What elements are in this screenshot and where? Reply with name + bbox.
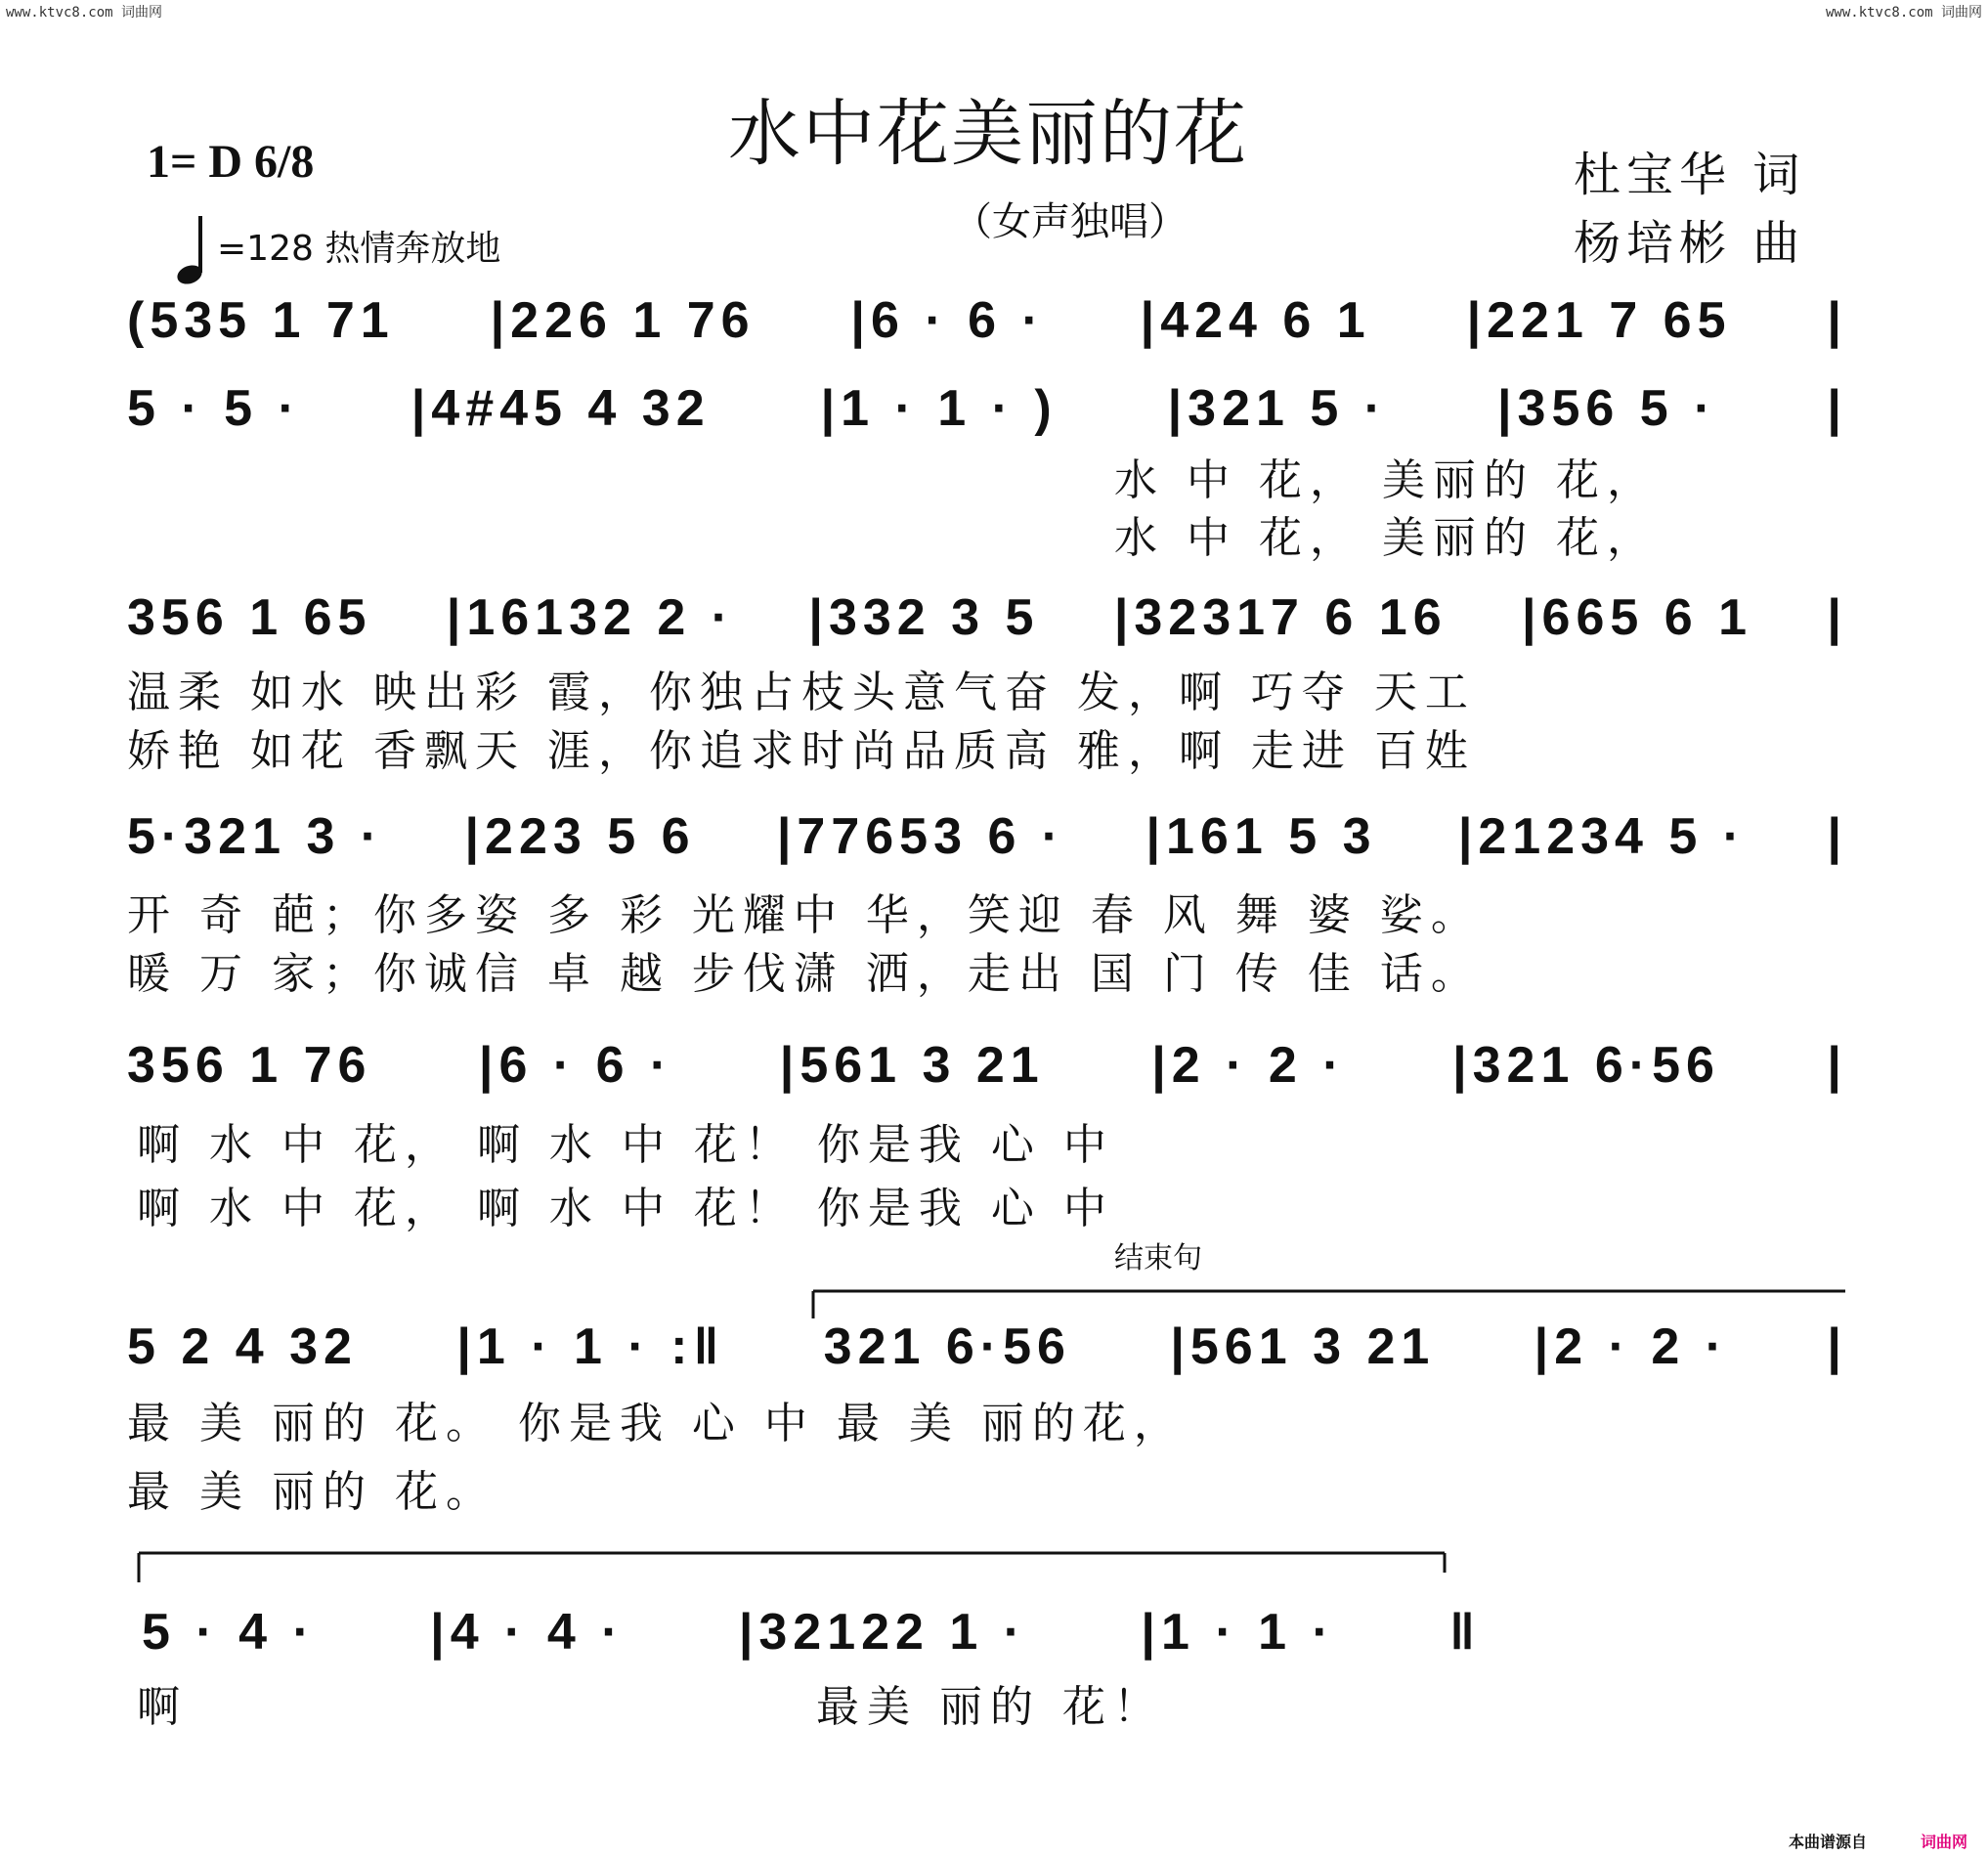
barline: | <box>1827 589 1847 646</box>
measure: (535 1 71 <box>127 292 395 349</box>
measure: |161 5 3 <box>1145 808 1377 865</box>
footer-brand: 词曲网 <box>1921 1833 1968 1851</box>
lyrics-line-4-verse-1: 开 奇 葩；你多姿 多 彩 光耀中 华，笑迎 春 风 舞 婆 娑。 <box>127 890 1482 940</box>
lyrics-line-7-a: 啊 <box>137 1682 188 1732</box>
score-line-1 <box>127 291 1847 350</box>
score-line-6 <box>127 1317 1847 1376</box>
barline: | <box>1827 808 1847 865</box>
measure: |16132 2 · <box>446 589 735 646</box>
measure: |32122 1 · <box>738 1604 1027 1661</box>
lyrics-line-5-verse-2: 啊 水 中 花， 啊 水 中 花！ 你是我 心 中 <box>137 1184 1114 1233</box>
measure: 5 · 5 · <box>127 380 301 437</box>
measure: |1 · 1 · :‖ <box>456 1318 725 1375</box>
score-line-3 <box>127 588 1847 647</box>
tempo-marking: =128 热情奔放地 <box>217 229 501 269</box>
barline: | <box>1827 1037 1847 1094</box>
measure: |4#45 4 32 <box>411 380 711 437</box>
lyrics-line-6-verse-1: 最 美 丽的 花。 你是我 心 中 最 美 丽的花， <box>127 1399 1185 1448</box>
measure: |665 6 1 <box>1522 589 1753 646</box>
measure: |223 5 6 <box>464 808 696 865</box>
measure: 5·321 3 · <box>127 808 384 865</box>
coda-bracket <box>125 1525 1445 1574</box>
score-line-4 <box>127 807 1847 866</box>
measure: |561 3 21 <box>779 1037 1045 1094</box>
lyrics-line-6-verse-2: 最 美 丽的 花。 <box>127 1467 497 1517</box>
lyrics-line-2-verse-2: 水 中 花， 美丽的 花， <box>1114 513 1658 563</box>
footer-source: 本曲谱源自 <box>1789 1833 1868 1851</box>
measure: 5 · 4 · <box>142 1604 316 1661</box>
measure: 321 6·56 <box>823 1318 1071 1375</box>
lyricist-credit: 杜宝华 词 <box>1574 148 1806 202</box>
measure: 5 2 4 32 <box>127 1318 358 1375</box>
key-signature: 1= D 6/8 <box>147 136 315 188</box>
lyrics-line-5-verse-1: 啊 水 中 花， 啊 水 中 花！ 你是我 心 中 <box>137 1120 1114 1170</box>
quarter-note-icon <box>164 194 223 272</box>
measure: 356 1 76 <box>127 1037 372 1094</box>
lyrics-line-4-verse-2: 暖 万 家；你诚信 卓 越 步伐潇 洒，走出 国 门 传 佳 话。 <box>127 949 1482 999</box>
composer-credit: 杨培彬 曲 <box>1574 216 1806 271</box>
barline: | <box>1827 380 1847 437</box>
lyrics-line-3-verse-2: 娇艳 如花 香飘天 涯，你追求时尚品质高 雅，啊 走进 百姓 <box>127 726 1476 776</box>
ending-bracket <box>801 1251 1837 1310</box>
barline: | <box>1827 1318 1847 1375</box>
page-subtitle: （女声独唱） <box>953 199 1188 244</box>
measure: |221 7 65 <box>1466 292 1732 349</box>
measure: |1 · 1 · ) <box>820 380 1058 437</box>
measure: |424 6 1 <box>1140 292 1371 349</box>
measure: |77653 6 · <box>776 808 1065 865</box>
measure: |6 · 6 · <box>850 292 1045 349</box>
measure: |561 3 21 <box>1170 1318 1436 1375</box>
measure: |356 5 · <box>1497 380 1717 437</box>
final-barline: ‖ <box>1449 1604 1481 1661</box>
measure: |332 3 5 <box>808 589 1040 646</box>
lyrics-line-3-verse-1: 温柔 如水 映出彩 霞，你独占枝头意气奋 发，啊 巧夺 天工 <box>127 668 1476 717</box>
score-line-5 <box>127 1036 1847 1095</box>
measure: |4 · 4 · <box>430 1604 625 1661</box>
measure: |226 1 76 <box>490 292 756 349</box>
barline: | <box>1827 292 1847 349</box>
ending-label: 结束句 <box>1104 1233 1212 1276</box>
measure: |21234 5 · <box>1457 808 1747 865</box>
measure: |2 · 2 · <box>1534 1318 1729 1375</box>
measure: |6 · 6 · <box>478 1037 673 1094</box>
measure: 356 1 65 <box>127 589 372 646</box>
lyrics-line-7-b: 最美 丽的 花！ <box>816 1682 1164 1732</box>
watermark-right: www.ktvc8.com 词曲网 <box>1825 5 1982 21</box>
measure: |32317 6 16 <box>1113 589 1448 646</box>
watermark-left: www.ktvc8.com 词曲网 <box>6 5 163 21</box>
lyrics-line-2-verse-1: 水 中 花， 美丽的 花， <box>1114 455 1658 505</box>
score-line-2 <box>127 379 1847 438</box>
measure: |1 · 1 · <box>1141 1604 1335 1661</box>
score-line-7 <box>142 1603 1481 1662</box>
measure: |2 · 2 · <box>1151 1037 1346 1094</box>
measure: |321 6·56 <box>1452 1037 1720 1094</box>
measure: |321 5 · <box>1167 380 1388 437</box>
page-title: 水中花美丽的花 <box>728 92 1248 176</box>
